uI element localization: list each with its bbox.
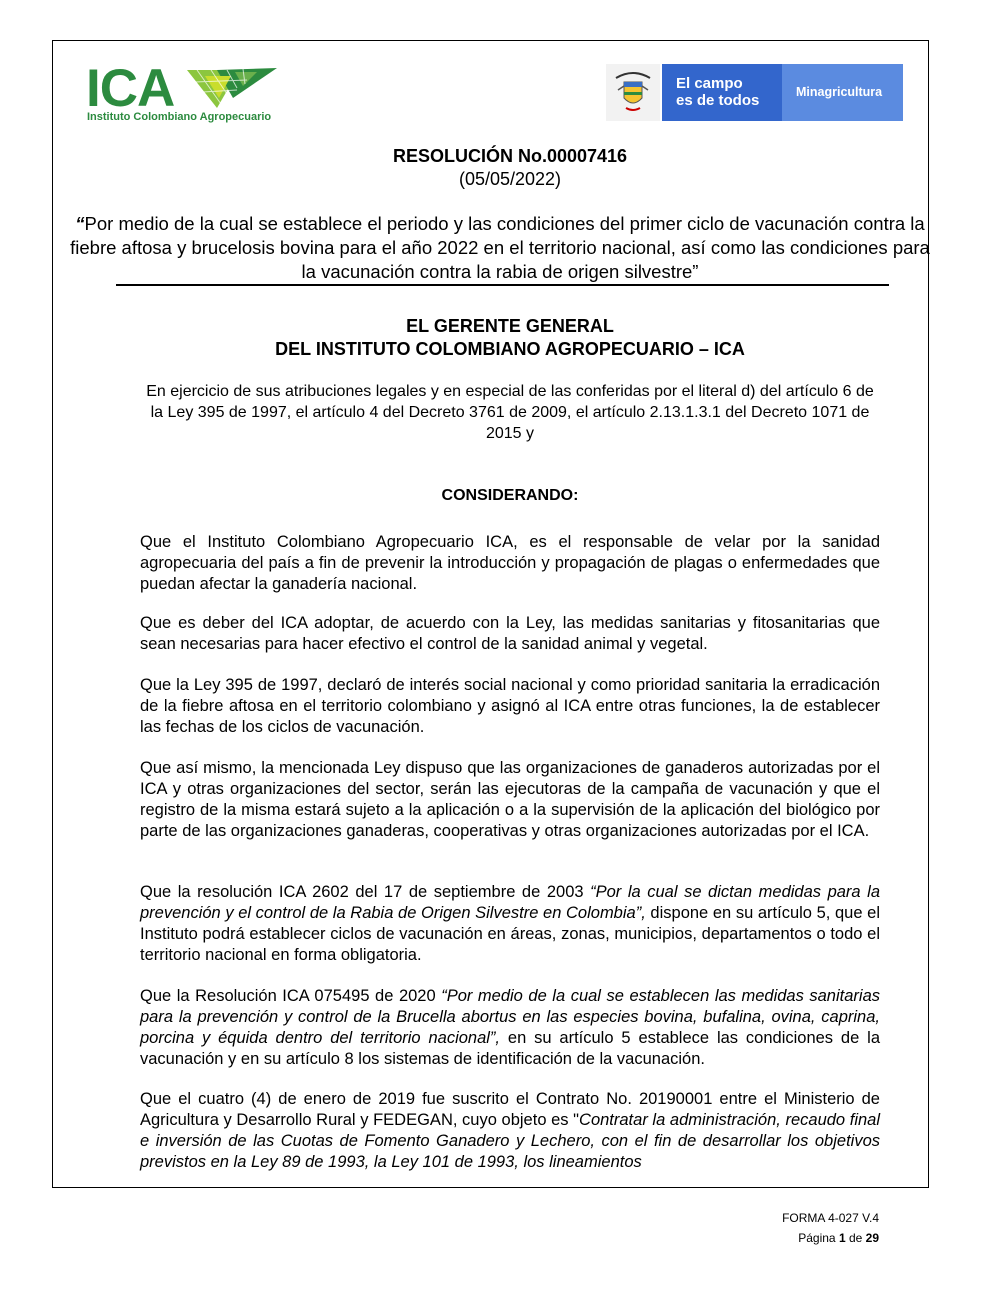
paragraph-3: Que la Ley 395 de 1997, declaró de interés social nacional y como prioridad sanitaria la erradicación de la fiebre aftosa en el territorio colombiano y asignó al ICA entre otras funciones, la de establecer las fechas de los ciclos de vacunación.: [140, 676, 880, 736]
el-campo-banner: [662, 64, 782, 121]
page-number: [798, 1231, 879, 1245]
gov-slogan-line1: El campo: [676, 75, 743, 92]
title-text: Por medio de la cual se establece el periodo y las condiciones del primer ciclo de vacunación contra la fiebre aftosa y brucelosis bovina para el año 2022 en el territorio nacional, así como las condiciones para la vacunación contra la rabia de origen silvestre”: [70, 213, 930, 282]
p6-text-a: Que la Resolución ICA 075495 de 2020: [140, 987, 442, 1005]
p7-text-a: Que el cuatro (4) de enero de 2019 fue suscrito el Contrato No. 20190001 entre el Ministerio de Agricultura y Desarrollo Rural y FEDEGAN, cuyo objeto es ": [140, 1090, 880, 1129]
p6-text-b: en su artículo 5 establece las condiciones de la vacunación y en su artículo 8 los sistemas de identificación de la vacunación.: [140, 1029, 880, 1068]
resolution-number: RESOLUCIÓN No.00007416: [392, 146, 628, 166]
p5-text-b: dispone en su artículo 5, que el Instituto podrá establecer ciclos de vacunación en áreas, zonas, municipios, departamentos o todo el territorio nacional en forma obligatoria.: [140, 904, 880, 964]
ica-logo-subtitle: Instituto Colombiano Agropecuario: [87, 111, 272, 123]
page-label: Página: [798, 1231, 839, 1245]
ica-logo: [86, 59, 286, 126]
ica-bird-mark-icon: [187, 64, 277, 112]
title-quote-mark: “: [75, 213, 85, 234]
p5-citation: “Por la cual se dictan medidas para la prevención y el control de la Rabia de Origen Silvestre en Colombia”,: [140, 883, 881, 922]
paragraph-1: Que el Instituto Colombiano Agropecuario ICA, es el responsable de velar por la sanidad agropecuaria del país a fin de prevenir la introducción y propagación de plagas o enfermedades que puedan afectar la ganadería nacional.: [140, 533, 880, 593]
page-of: de: [845, 1231, 866, 1245]
paragraph-6: [140, 986, 880, 1070]
ministry-banner: [782, 64, 903, 121]
page-total: 29: [865, 1231, 879, 1245]
p5-text-a: Que la resolución ICA 2602 del 17 de septiembre de 2003: [140, 883, 591, 901]
authority-line2: DEL INSTITUTO COLOMBIANO AGROPECUARIO – ICA: [275, 339, 745, 359]
considerando-heading: CONSIDERANDO:: [441, 487, 579, 504]
gov-slogan-line2: es de todos: [676, 92, 760, 109]
paragraph-5: [140, 882, 880, 966]
ejercicio-paragraph: En ejercicio de sus atribuciones legales y en especial de las conferidas por el literal d) del artículo 6 de la Ley 395 de 1997, el artículo 4 del Decreto 3761 de 2009, el artículo 2.13.1.3.1 del Decreto 1071 de 2015 y: [146, 383, 874, 442]
ica-logo-letters: ICA: [86, 59, 175, 118]
resolution-title: [64, 212, 936, 284]
form-code: FORMA 4-027 V.4: [782, 1211, 879, 1225]
paragraph-4: Que así mismo, la mencionada Ley dispuso que las organizaciones de ganaderos autorizadas por el ICA y otras organizaciones del sector, serán las ejecutoras de la campaña de vacunación y que el registro de la misma estará sujeto a la aplicación o a la supervisión de la aplicación del biológico por parte de las organizaciones ganaderas, cooperativas y otras organizaciones autorizadas por el ICA.: [140, 759, 880, 840]
p7-citation: Contratar la administración, recaudo final e inversión de las Cuotas de Fomento Ganadero y Lechero, con el fin de desarrollar los objetivos previstos en la Ley 89 de 1993, la Ley 101 de 1993, los lineamientos: [140, 1111, 880, 1171]
government-logo: [606, 64, 903, 121]
ministry-name: Minagricultura: [796, 85, 883, 99]
paragraph-2: Que es deber del ICA adoptar, de acuerdo con la Ley, las medidas sanitarias y fitosanitarias que sean necesarias para hacer efectivo el control de la sanidad animal y vegetal.: [140, 614, 880, 653]
colombia-coat-of-arms-icon: [606, 64, 660, 121]
page-current: 1: [838, 1231, 846, 1245]
p6-citation: “Por medio de la cual se establecen las medidas sanitarias para la prevención y control de la Brucella abortus en las especies bovina, bufalina, ovina, caprina, porcina y équida dentro del territorio nacional”,: [140, 987, 880, 1047]
authority-line1: EL GERENTE GENERAL: [406, 316, 614, 336]
title-underline: [116, 284, 889, 286]
authority-heading: [60, 315, 960, 361]
paragraph-7: [140, 1089, 880, 1173]
resolution-date: (05/05/2022): [458, 169, 562, 189]
